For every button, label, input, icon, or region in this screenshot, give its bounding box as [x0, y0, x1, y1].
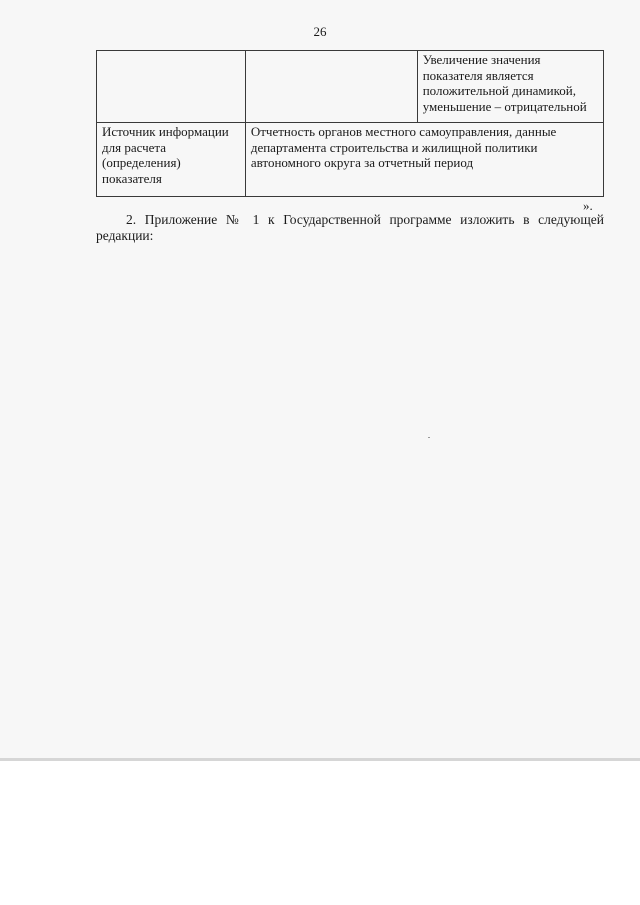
table-cell-source-value: Отчетность органов местного самоуправления, данные департамента строительства и жилищной политики автономного округа за отчетный период: [245, 123, 603, 197]
indicator-table: [96, 50, 604, 197]
closing-quote: ».: [583, 198, 593, 213]
body-paragraph: 2. Приложение № 1 к Государственной программе изложить в следующей редакции:: [96, 212, 604, 243]
table-cell-source-label: Источник информации для расчета (определения) показателя: [97, 123, 246, 197]
page-edge: [0, 758, 640, 761]
dynamics-note-text: Увеличение значения показателя является положительной динамикой, уменьшение – отрицательной: [422, 52, 587, 114]
table-row: [97, 51, 604, 123]
scan-speck: [428, 437, 430, 438]
table-cell-empty: [97, 51, 246, 123]
table-row: [97, 123, 604, 197]
table-cell-dynamics-note: [417, 51, 603, 123]
table-cell-empty: [245, 51, 417, 123]
page-number: 26: [313, 24, 327, 39]
